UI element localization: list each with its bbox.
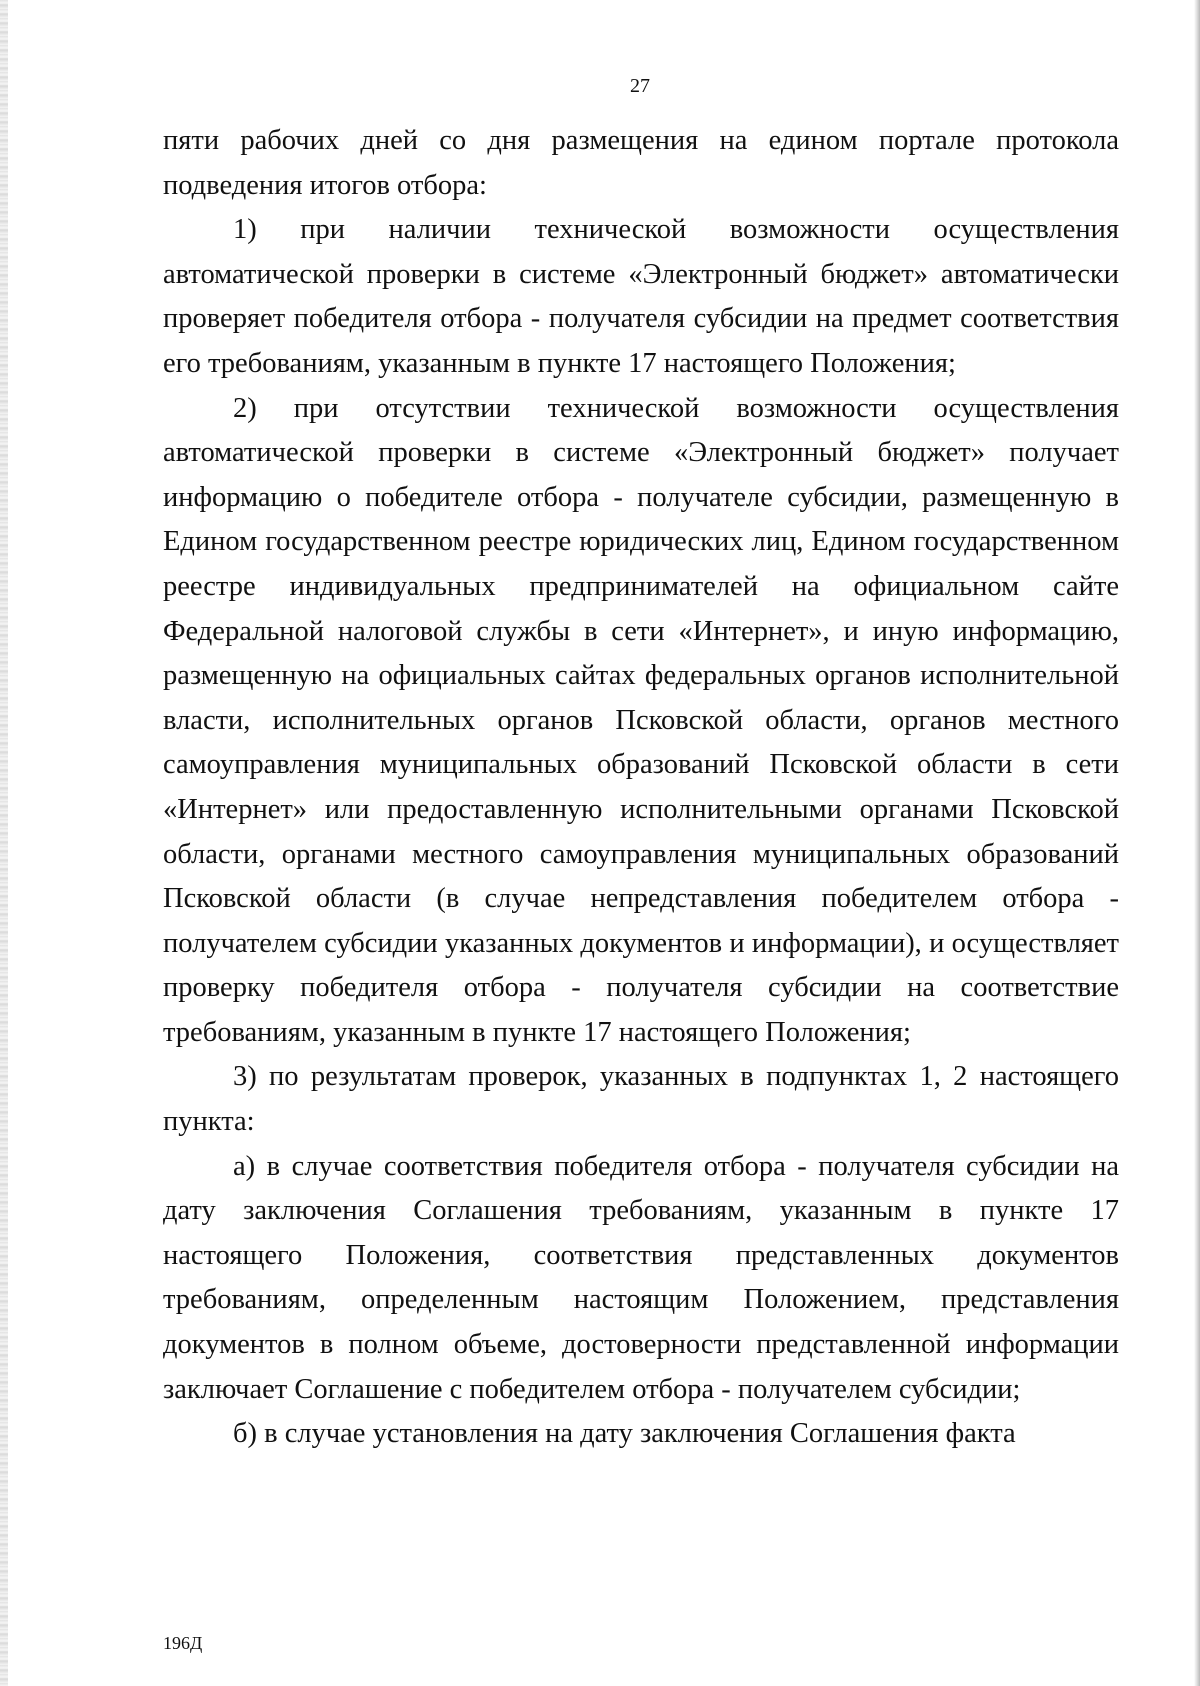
paragraph-item-b: б) в случае установления на дату заключения Соглашения факта	[233, 1418, 1016, 1450]
page-number: 27	[630, 75, 650, 97]
footer-document-code: 196Д	[163, 1633, 203, 1653]
paragraph-item-a: а) в случае соответствия победителя отбора - получателя субсидии на дату заключения Соглашения требованиям, указанным в пункте 17 настоящего Положения, соответствия представленных документов требованиям, определенным настоящим Положением, представления документов в полном объеме, достоверности представленной информации заключает Соглашение с победителем отбора - получателем субсидии;	[163, 1150, 1119, 1405]
paragraph-continuation: пяти рабочих дней со дня размещения на едином портале протокола подведения итогов отбора:	[163, 125, 1119, 201]
paragraph-item-1: 1) при наличии технической возможности осуществления автоматической проверки в системе «Электронный бюджет» автоматически проверяет победителя отбора - получателя субсидии на предмет соответствия его требованиям, указанным в пункте 17 настоящего Положения;	[163, 214, 1119, 379]
document-body	[163, 119, 1119, 1457]
scan-edge-right	[1194, 0, 1200, 1686]
scan-edge-left	[0, 0, 8, 1686]
paragraph-item-3: 3) по результатам проверок, указанных в подпунктах 1, 2 настоящего пункта:	[163, 1061, 1119, 1138]
paragraph-item-2: 2) при отсутствии технической возможности осуществления автоматической проверки в системе «Электронный бюджет» получает информацию о победителе отбора - получателе субсидии, размещенную в Едином государственном реестре юридических лиц, Едином государственном реестре индивидуальных предпринимателей на официальном сайте Федеральной налоговой службы в сети «Интернет», и иную информацию, размещенную на официальных сайтах федеральных органов исполнительной власти, исполнительных органов Псковской области, органов местного самоуправления муниципальных образований Псковской области в сети «Интернет» или предоставленную исполнительными органами Псковской области, органами местного самоуправления муниципальных образований Псковской области (в случае непредставления победителем отбора - получателем субсидии указанных документов и информации), и осуществляет проверку победителя отбора - получателя субсидии на соответствие требованиям, указанным в пункте 17 настоящего Положения;	[163, 392, 1119, 1048]
